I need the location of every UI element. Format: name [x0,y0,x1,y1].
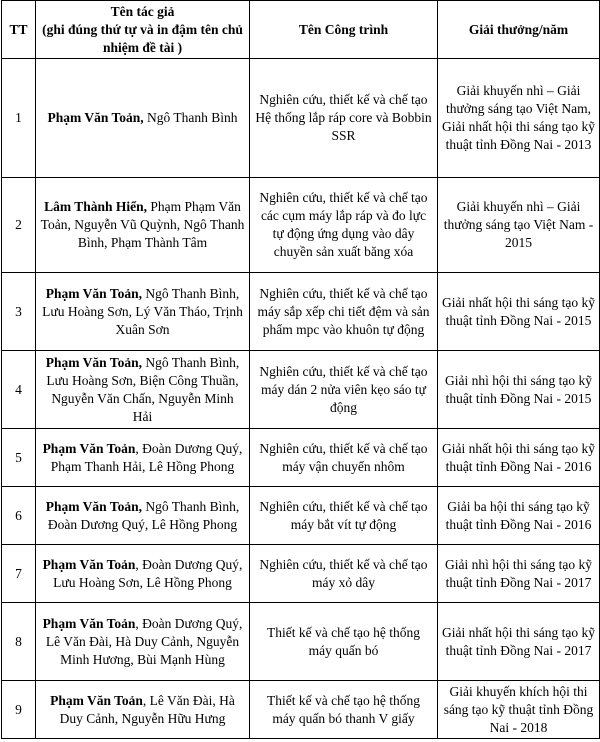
row-number: 5 [2,429,36,487]
row-authors [36,603,250,681]
header-author-note: (ghi đúng thứ tự và in đậm tên chủ nhiệm đề tài ) [42,21,243,55]
row-work: Nghiên cứu, thiết kế và chế tạo máy xỏ dây [250,545,438,603]
row-number: 3 [2,273,36,351]
row-award: Giải ba hội thi sáng tạo kỹ thuật tỉnh Đồng Nai - 2016 [438,487,600,545]
header-work: Tên Công trình [250,1,438,59]
co-authors: , Đoàn Dương Quý, Phạm Thanh Hải, Lê Hồng Phong [50,440,243,474]
row-work: Nghiên cứu, thiết kế và chế tạo máy vận chuyển nhôm [250,429,438,487]
lead-author: Lâm Thành Hiển, [44,199,148,214]
row-work: Nghiên cứu, thiết kế và chế tạo Hệ thống lắp ráp core và Bobbin SSR [250,59,438,178]
row-award: Giải khuyến khích hội thi sáng tạo kỹ thuật tỉnh Đồng Nai - 2018 [438,681,600,739]
lead-author: Phạm Văn Toản, [47,110,144,125]
co-authors: Ngô Thanh Bình, Lưu Hoàng Sơn, Lý Văn Tháo, Trịnh Xuân Sơn [42,285,243,337]
lead-author: Phạm Văn Toản, [45,498,142,514]
lead-author: Phạm Văn Toản, [45,354,142,370]
row-work: Nghiên cứu, thiết kế và chế tạo các cụm máy lắp ráp và đo lực tự động ứng dụng vào dây chuyền sản xuất băng xóa [250,178,438,273]
row-award: Giải nhất hội thi sáng tạo kỹ thuật tỉnh Đồng Nai - 2015 [438,273,600,351]
row-number: 8 [2,603,36,681]
co-authors: Ngô Thanh Bình, Lưu Hoàng Sơn, Biện Công Thuần, Nguyễn Văn Chấn, Nguyễn Minh Hải [46,354,240,424]
row-work: Nghiên cứu, thiết kế và chế tạo máy bắt vít tự động [250,487,438,545]
row-work: Thiết kế và chế tạo hệ thống máy quấn bó [250,603,438,681]
row-number: 4 [2,351,36,429]
row-authors [36,59,250,178]
co-authors: Ngô Thanh Bình, Đoàn Dương Quý, Lê Hồng Phong [47,498,240,532]
lead-author: Phạm Văn Toản [42,556,136,572]
header-author-title: Tên tác giả [110,3,175,19]
table-row [2,681,600,739]
row-award: Giải nhất hội thi sáng tạo kỹ thuật tỉnh Đồng Nai - 2017 [438,603,600,681]
row-work: Nghiên cứu, thiết kế và chế tạo máy sắp xếp chi tiết đệm và sản phẩm mpc vào khuôn tự động [250,273,438,351]
table-row [2,429,600,487]
table-row [2,351,600,429]
header-tt: TT [2,1,36,59]
row-authors [36,178,250,273]
row-work: Thiết kế và chế tạo hệ thống máy quấn bó thanh V giấy [250,681,438,739]
row-number: 1 [2,59,36,178]
row-authors [36,429,250,487]
lead-author: Phạm Văn Toản, [45,285,142,301]
co-authors: , Đoàn Dương Quý, Lê Văn Đài, Hà Duy Cảnh, Nguyễn Minh Hương, Bùi Mạnh Hùng [45,615,243,667]
row-authors [36,545,250,603]
table-row [2,178,600,273]
table-row [2,545,600,603]
row-number: 7 [2,545,36,603]
header-award: Giải thưởng/năm [438,1,600,59]
header-author [36,1,250,59]
row-work: Nghiên cứu, thiết kế và chế tạo máy dán 2 nửa viên kẹo sáo tự động [250,351,438,429]
row-authors [36,487,250,545]
awards-table [1,0,600,739]
row-authors [36,273,250,351]
table-row [2,273,600,351]
co-authors: , Đoàn Dương Quý, Lưu Hoàng Sơn, Lê Hồng Phong [53,556,243,590]
co-authors: Ngô Thanh Bình [143,110,238,125]
row-award: Giải khuyến nhì – Giải thưởng sáng tạo Việt Nam - 2015 [438,178,600,273]
row-number: 2 [2,178,36,273]
row-award: Giải nhất hội thi sáng tạo kỹ thuật tỉnh Đồng Nai - 2016 [438,429,600,487]
row-number: 6 [2,487,36,545]
lead-author: Phạm Văn Toản [50,692,143,708]
row-authors [36,351,250,429]
table-row [2,487,600,545]
row-authors [36,681,250,739]
co-authors: , Lê Văn Đài, Hà Duy Cảnh, Nguyễn Hữu Hưng [59,692,235,726]
lead-author: Phạm Văn Toản [42,440,136,456]
row-award: Giải nhì hội thi sáng tạo kỹ thuật tỉnh Đồng Nai - 2017 [438,545,600,603]
lead-author: Phạm Văn Toản [42,615,136,631]
row-number: 9 [2,681,36,739]
row-award: Giải khuyến nhì – Giải thưởng sáng tạo Việt Nam, Giải nhất hội thi sáng tạo kỹ thuật tỉnh Đồng Nai - 2013 [438,59,600,178]
table-row [2,59,600,178]
co-authors: Phạm Phạm Văn Toản, Nguyễn Vũ Quỳnh, Ngô Thanh Bình, Phạm Thành Tâm [40,199,245,250]
row-award: Giải nhì hội thi sáng tạo kỹ thuật tỉnh Đồng Nai - 2015 [438,351,600,429]
table-row [2,603,600,681]
header-row [2,1,600,59]
